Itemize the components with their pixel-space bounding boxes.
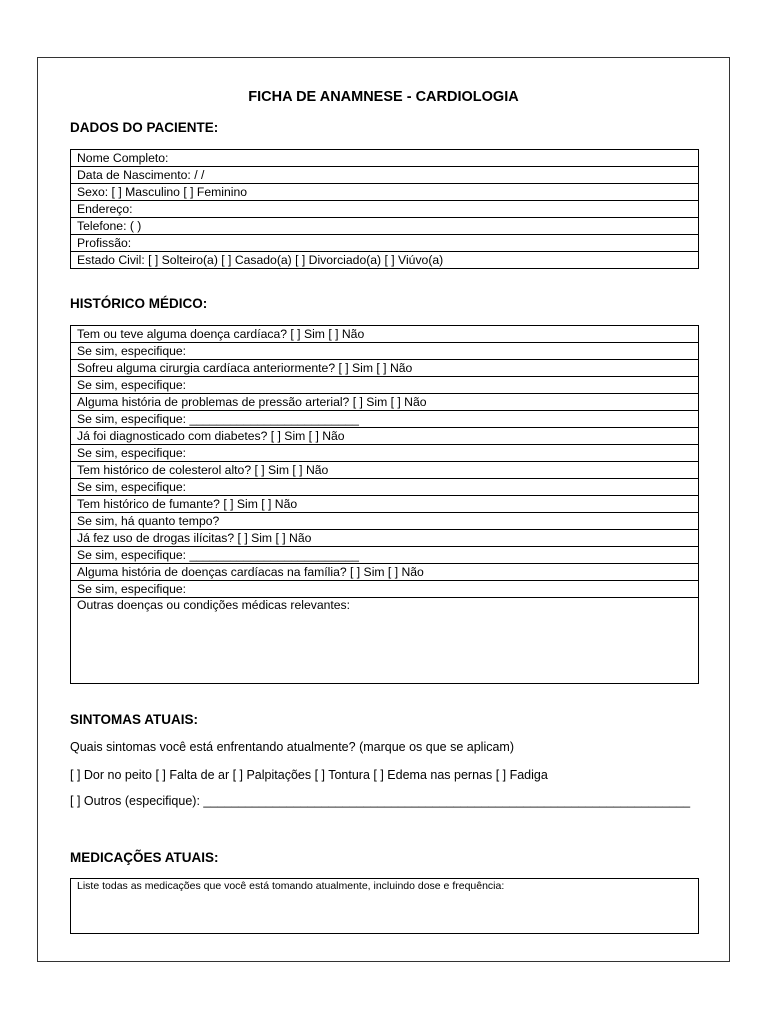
phone-field[interactable]: Telefone: ( )	[71, 218, 699, 235]
medications-field[interactable]	[70, 878, 699, 934]
history-row[interactable]: Se sim, especifique:	[71, 377, 699, 394]
medications-section-heading: MEDICAÇÕES ATUAIS:	[70, 850, 219, 865]
marital-status-field[interactable]: Estado Civil: [ ] Solteiro(a) [ ] Casado(a) [ ] Divorciado(a) [ ] Viúvo(a)	[71, 252, 699, 269]
history-row[interactable]: Já fez uso de drogas ilícitas? [ ] Sim [ ] Não	[71, 530, 699, 547]
history-section-heading: HISTÓRICO MÉDICO:	[70, 296, 208, 311]
table-row	[71, 428, 699, 445]
patient-section-heading: DADOS DO PACIENTE:	[70, 120, 219, 135]
table-row	[71, 377, 699, 394]
form-page	[37, 57, 730, 962]
table-row	[71, 218, 699, 235]
medical-history-table	[70, 325, 699, 684]
history-row[interactable]: Alguma história de doenças cardíacas na família? [ ] Sim [ ] Não	[71, 564, 699, 581]
table-row	[71, 598, 699, 684]
history-row[interactable]: Se sim, há quanto tempo?	[71, 513, 699, 530]
table-row	[71, 547, 699, 564]
history-row[interactable]: Se sim, especifique: _________________________	[71, 411, 699, 428]
symptoms-others-field[interactable]: [ ] Outros (especifique): ______________________________________________________________________	[70, 794, 691, 808]
patient-name-field[interactable]: Nome Completo:	[71, 150, 699, 167]
history-row[interactable]: Se sim, especifique: _________________________	[71, 547, 699, 564]
history-row[interactable]: Se sim, especifique:	[71, 479, 699, 496]
history-row[interactable]: Alguma história de problemas de pressão arterial? [ ] Sim [ ] Não	[71, 394, 699, 411]
table-row	[71, 184, 699, 201]
table-row	[71, 513, 699, 530]
table-row	[71, 462, 699, 479]
history-row[interactable]: Já foi diagnosticado com diabetes? [ ] Sim [ ] Não	[71, 428, 699, 445]
table-row	[71, 167, 699, 184]
table-row	[71, 530, 699, 547]
table-row	[71, 360, 699, 377]
table-row	[71, 394, 699, 411]
history-row[interactable]: Tem histórico de colesterol alto? [ ] Sim [ ] Não	[71, 462, 699, 479]
history-row[interactable]: Se sim, especifique:	[71, 445, 699, 462]
table-row	[71, 201, 699, 218]
table-row	[71, 326, 699, 343]
table-row	[71, 445, 699, 462]
table-row	[71, 496, 699, 513]
history-row[interactable]: Se sim, especifique:	[71, 581, 699, 598]
history-row[interactable]: Sofreu alguma cirurgia cardíaca anteriormente? [ ] Sim [ ] Não	[71, 360, 699, 377]
symptoms-question: Quais sintomas você está enfrentando atualmente? (marque os que se aplicam)	[70, 740, 514, 754]
patient-data-table	[70, 149, 699, 269]
medications-instruction: Liste todas as medicações que você está tomando atualmente, incluindo dose e frequência:	[77, 880, 505, 892]
sex-field[interactable]: Sexo: [ ] Masculino [ ] Feminino	[71, 184, 699, 201]
symptoms-options[interactable]: [ ] Dor no peito [ ] Falta de ar [ ] Palpitações [ ] Tontura [ ] Edema nas pernas [ ] Fadiga	[70, 768, 548, 782]
history-row[interactable]: Se sim, especifique:	[71, 343, 699, 360]
history-row[interactable]: Tem ou teve alguma doença cardíaca? [ ] Sim [ ] Não	[71, 326, 699, 343]
table-row	[71, 564, 699, 581]
form-title: FICHA DE ANAMNESE - CARDIOLOGIA	[248, 89, 519, 105]
history-row[interactable]: Tem histórico de fumante? [ ] Sim [ ] Não	[71, 496, 699, 513]
birth-date-field[interactable]: Data de Nascimento: / /	[71, 167, 699, 184]
table-row	[71, 235, 699, 252]
symptoms-section-heading: SINTOMAS ATUAIS:	[70, 712, 198, 727]
table-row	[71, 479, 699, 496]
table-row	[71, 150, 699, 167]
profession-field[interactable]: Profissão:	[71, 235, 699, 252]
table-row	[71, 252, 699, 269]
address-field[interactable]: Endereço:	[71, 201, 699, 218]
table-row	[71, 411, 699, 428]
other-conditions-field[interactable]: Outras doenças ou condições médicas relevantes:	[71, 598, 699, 684]
table-row	[71, 343, 699, 360]
table-row	[71, 581, 699, 598]
